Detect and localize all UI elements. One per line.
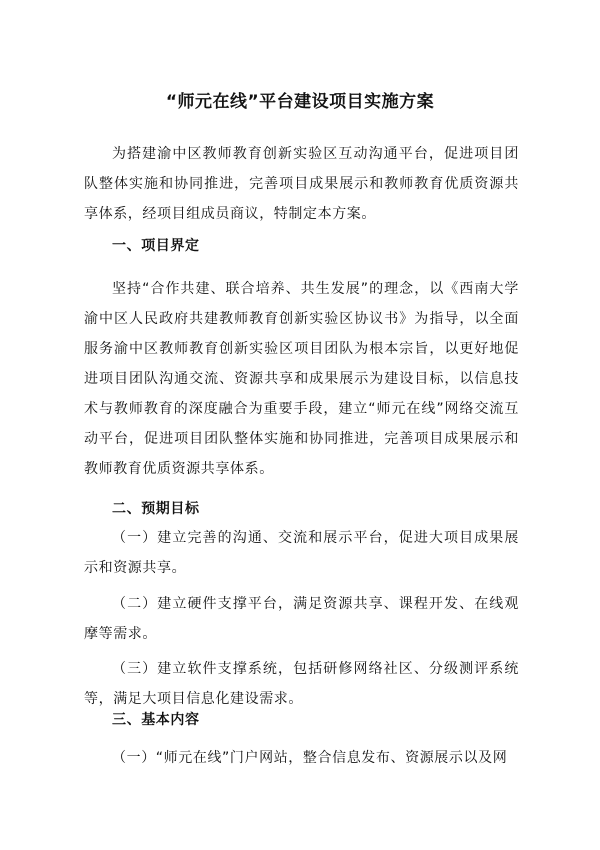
section-paragraph: （一）建立完善的沟通、交流和展示平台，促进大项目成果展示和资源共享。 <box>84 530 519 576</box>
document-title: “师元在线”平台建设项目实施方案 <box>165 92 435 112</box>
intro-paragraph: 为搭建渝中区教师教育创新实验区互动沟通平台，促进项目团队整体实施和协同推进，完善项目成果展示和教师教育优质资源共享体系，经项目组成员商议，特制定本方案。 <box>84 146 519 222</box>
section-paragraph: （二）建立硬件支撑平台，满足资源共享、课程开发、在线观摩等需求。 <box>84 596 519 642</box>
section-paragraph: （一）“师元在线”门户网站，整合信息发布、资源展示以及网 <box>112 750 508 766</box>
section-heading: 一、项目界定 <box>112 238 200 254</box>
section-paragraph: （三）建立软件支撑系统，包括研修网络社区、分级测评系统等，满足大项目信息化建设需求。 <box>84 661 519 707</box>
section-paragraph: 坚持“合作共建、联合培养、共生发展”的理念，以《西南大学 渝中区人民政府共建教师教育创新实验区协议书》为指导，以全面服务渝中区教师教育创新实验区项目团队为根本宗旨，以更好地促进项目团队沟通交流、资源共享和成果展示为建设目标，以信息技术与教师教育的深度融合为重要手段，建立“师元在线”网络交流互动平台，促进项目团队整体实施和协同推进，完善项目成果展示和教师教育优质资源共享体系。 <box>84 281 519 477</box>
section-heading: 三、基本内容 <box>112 712 200 728</box>
section-heading: 二、预期目标 <box>112 501 200 517</box>
